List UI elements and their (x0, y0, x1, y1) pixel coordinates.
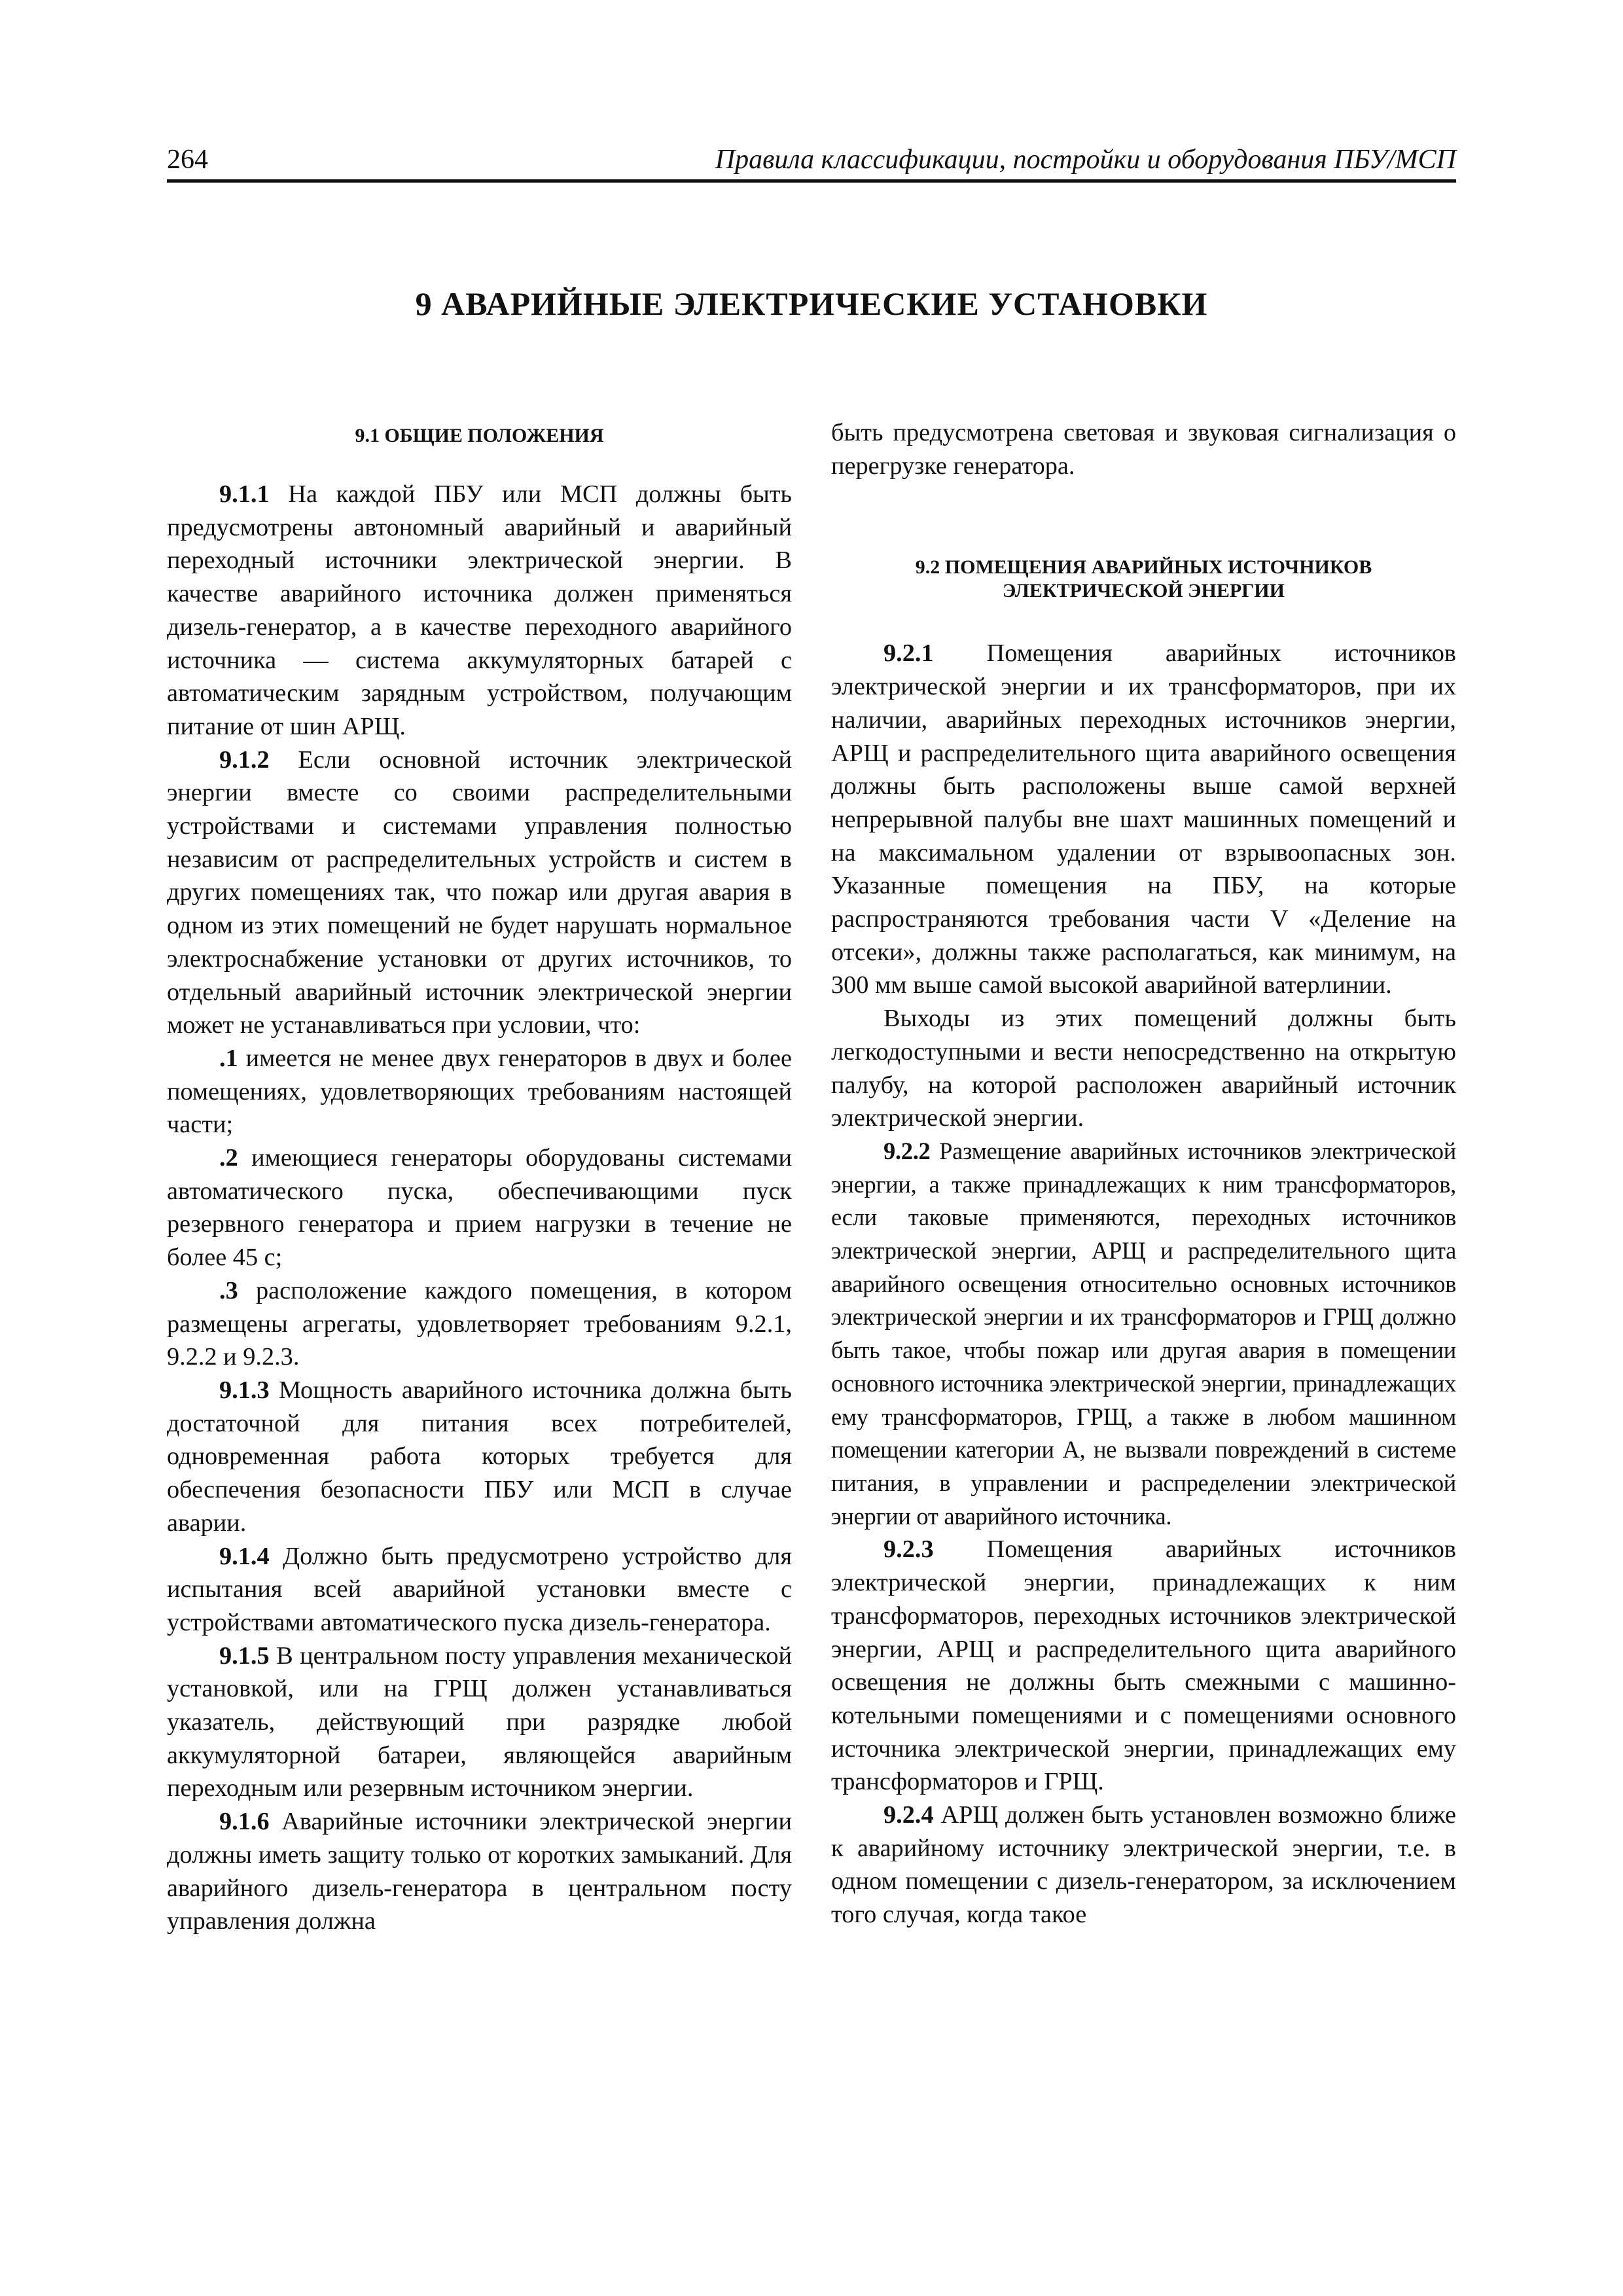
clause-number: 9.1.3 (219, 1376, 270, 1404)
paragraph-9-1-1 (167, 478, 792, 744)
section-heading-9-2 (831, 556, 1456, 603)
clause-number: 9.2.1 (883, 639, 934, 668)
item-text: имеющиеся генераторы оборудованы системами автоматического пуска, обеспечивающими пуск резервного генератора и прием нагрузки в течение не более 45 с; (167, 1144, 792, 1272)
item-number: .3 (219, 1276, 238, 1304)
item-text: расположение каждого помещения, в котором размещены агрегаты, удовлетворяет требованиям 9.2.1, 9.2.2 и 9.2.3. (167, 1276, 792, 1371)
item-number: .2 (219, 1144, 238, 1172)
paragraph-text: АРЩ должен быть установлен возможно ближе к аварийному источнику электрической энергии, т.е. в одном помещении с дизель-генератором, за исключением того случая, когда такое (831, 1801, 1456, 1929)
item-text: имеется не менее двух генераторов в двух и более помещениях, удовлетворяющих требованиям настоящей части; (167, 1044, 792, 1139)
paragraph-continuation: быть предусмотрена световая и звуковая сигнализация о перегрузке генератора. (831, 419, 1456, 480)
page-number: 264 (167, 145, 208, 175)
chapter-title: 9 АВАРИЙНЫЕ ЭЛЕКТРИЧЕСКИЕ УСТАНОВКИ (415, 285, 1208, 322)
clause-number: 9.2.3 (883, 1535, 934, 1564)
section-heading-line: 9.2 ПОМЕЩЕНИЯ АВАРИЙНЫХ ИСТОЧНИКОВ (915, 556, 1372, 579)
section-heading-9-1: 9.1 ОБЩИЕ ПОЛОЖЕНИЯ (355, 425, 604, 446)
running-title: Правила классификации, постройки и оборудования ПБУ/МСП (715, 145, 1456, 175)
list-item-2 (167, 1141, 792, 1274)
paragraph-9-1-3 (167, 1374, 792, 1540)
paragraph-exits: Выходы из этих помещений должны быть легкодоступными и вести непосредственно на открытую палубу, на которой расположен аварийный источник электрической энергии. (831, 1005, 1456, 1132)
section-heading-line: ЭЛЕКТРИЧЕСКОЙ ЭНЕРГИИ (1003, 580, 1285, 602)
list-item-1 (167, 1042, 792, 1141)
item-number: .1 (219, 1044, 238, 1072)
clause-number: 9.2.4 (883, 1801, 934, 1829)
paragraph-9-2-1 (831, 637, 1456, 1002)
clause-number: 9.1.2 (219, 745, 270, 774)
paragraph-text: На каждой ПБУ или МСП должны быть предусмотрены автономный аварийный и аварийный переходный источники электрической энергии. В качестве аварийного источника должен применяться дизель-генератор, а в качестве переходного аварийного источника — система аккумуляторных батарей с автоматическим зарядным устройством, получающим питание от шин АРЩ. (167, 480, 792, 740)
clause-number: 9.2.2 (883, 1137, 931, 1164)
paragraph-9-1-6 (167, 1805, 792, 1938)
running-header (167, 143, 1456, 183)
paragraph-9-2-2 (831, 1135, 1456, 1533)
paragraph-text: Помещения аварийных источников электрической энергии и их трансформаторов, при их наличии, аварийных переходных источников энергии, АРЩ и распределительного щита аварийного освещения должны быть расположены выше самой верхней непрерывной палубы вне шахт машинных помещений и на максимальном удалении от взрывоопасных зон. Указанные помещения на ПБУ, на которые распространяются требования части V «Деление на отсеки», должны также располагаться, как минимум, на 300 мм выше самой высокой аварийной ватерлинии. (831, 639, 1456, 999)
paragraph-text: Помещения аварийных источников электрической энергии, принадлежащих к ним трансформаторов, переходных источников электрической энергии, АРЩ и распределительного щита аварийного освещения не должны быть смежными с машинно-котельными помещениями и с помещениями основного источника электрической энергии, принадлежащих ему трансформаторов и ГРЩ. (831, 1535, 1456, 1796)
clause-number: 9.1.1 (219, 480, 270, 508)
paragraph-text: Должно быть предусмотрено устройство для испытания всей аварийной установки вместе с устройствами автоматического пуска дизель-генератора. (167, 1542, 792, 1636)
paragraph-9-2-3 (831, 1533, 1456, 1799)
paragraph-text: Аварийные источники электрической энергии должны иметь защиту только от коротких замыканий. Для аварийного дизель-генератора в центральном посту управления должна (167, 1808, 792, 1935)
list-item-3 (167, 1274, 792, 1374)
paragraph-text: Мощность аварийного источника должна быть достаточной для питания всех потребителей, одновременная работа которых требуется для обеспечения безопасности ПБУ или МСП в случае аварии. (167, 1376, 792, 1537)
clause-number: 9.1.4 (219, 1542, 270, 1570)
clause-number: 9.1.5 (219, 1641, 270, 1670)
paragraph-9-1-2 (167, 744, 792, 1042)
paragraph-9-1-4 (167, 1540, 792, 1640)
right-column (831, 416, 1456, 1931)
clause-number: 9.1.6 (219, 1808, 270, 1836)
paragraph-9-2-4 (831, 1799, 1456, 1931)
paragraph-text: Размещение аварийных источников электрической энергии, а также принадлежащих к ним трансформаторов, если таковые применяются, переходных источников электрической энергии, АРЩ и распределительного щита аварийного освещения относительно основных источников электрической энергии и их трансформаторов и ГРЩ должно быть такое, чтобы пожар или другая авария в помещении основного источника электрической энергии, принадлежащих ему трансформаторов, ГРЩ, а также в любом машинном помещении категории А, не вызвали повреждений в системе питания, в управлении и распределении электрической энергии от аварийного источника. (831, 1137, 1456, 1530)
paragraph-text: В центральном посту управления механической установкой, или на ГРЩ должен устанавливаться указатель, действующий при разрядке любой аккумуляторной батареи, являющейся аварийным переходным или резервным источником энергии. (167, 1641, 792, 1803)
paragraph-9-1-5 (167, 1640, 792, 1806)
paragraph-text: Если основной источник электрической энергии вместе со своими распределительными устройствами и системами управления полностью независим от распределительных устройств и систем в других помещениях так, что пожар или другая авария в одном из этих помещений не будет нарушать нормальное электроснабжение установки от других источников, то отдельный аварийный источник электрической энергии может не устанавливаться при условии, что: (167, 745, 792, 1039)
left-column (167, 416, 792, 1938)
